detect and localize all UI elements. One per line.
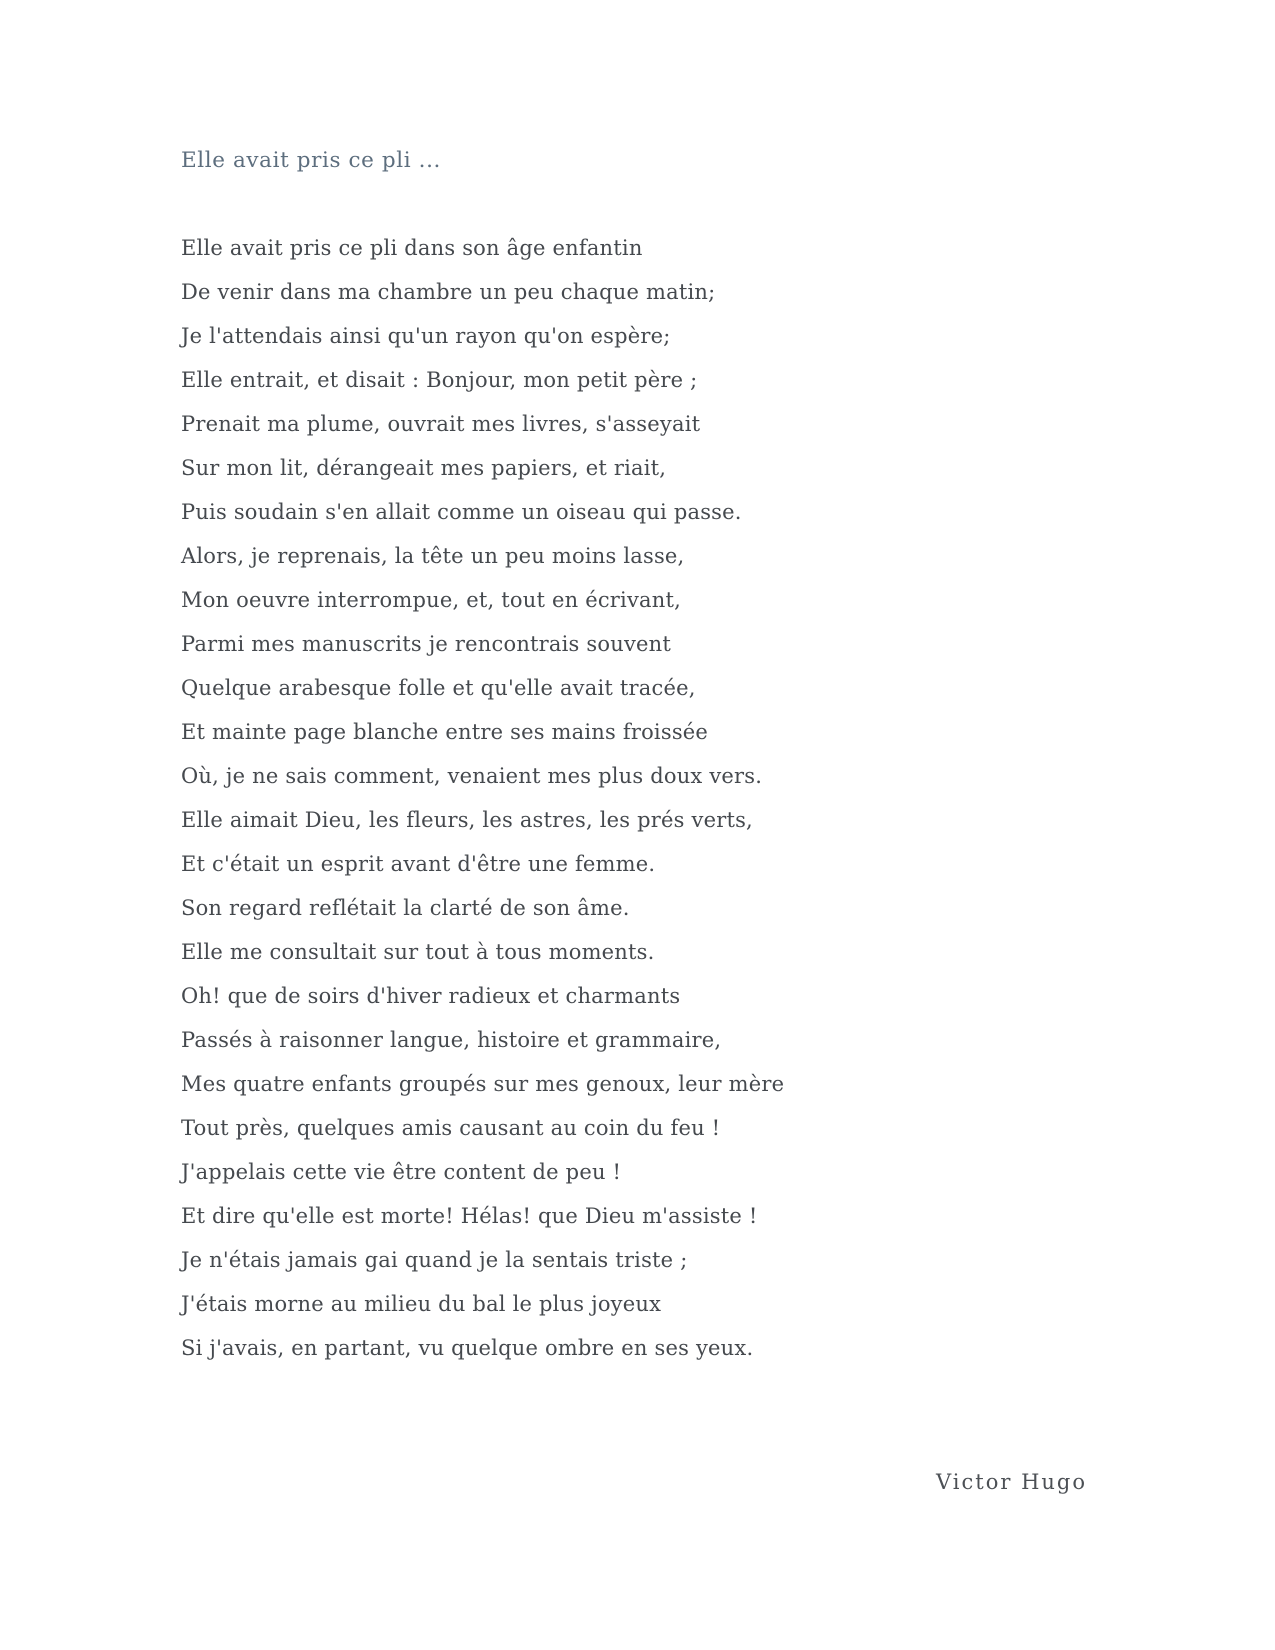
poem-line: De venir dans ma chambre un peu chaque matin; (181, 280, 716, 304)
poem-line: Je l'attendais ainsi qu'un rayon qu'on espère; (181, 324, 671, 348)
poem-line: Quelque arabesque folle et qu'elle avait tracée, (181, 676, 696, 700)
poem-line: Si j'avais, en partant, vu quelque ombre en ses yeux. (181, 1336, 754, 1360)
poem-line: Elle me consultait sur tout à tous moments. (181, 940, 655, 964)
poem-line: Je n'étais jamais gai quand je la sentais triste ; (181, 1248, 688, 1272)
poem-title: Elle avait pris ce pli ... (181, 148, 441, 173)
poem-line: Elle avait pris ce pli dans son âge enfantin (181, 236, 643, 260)
poem-line: Elle entrait, et disait : Bonjour, mon petit père ; (181, 368, 698, 392)
poem-line: Mon oeuvre interrompue, et, tout en écrivant, (181, 588, 681, 612)
poem-line: Et mainte page blanche entre ses mains froissée (181, 720, 709, 744)
poem-line: Mes quatre enfants groupés sur mes genoux, leur mère (181, 1072, 785, 1096)
poem-line: Sur mon lit, dérangeait mes papiers, et riait, (181, 456, 667, 480)
poem-line: J'étais morne au milieu du bal le plus joyeux (181, 1292, 662, 1316)
poem-line: Parmi mes manuscrits je rencontrais souvent (181, 632, 672, 656)
poem-line: Et c'était un esprit avant d'être une femme. (181, 852, 656, 876)
poem-line: Tout près, quelques amis causant au coin du feu ! (181, 1116, 721, 1140)
poem-line: Oh! que de soirs d'hiver radieux et charmants (181, 984, 681, 1008)
poem-body (181, 226, 1087, 1370)
poem-line: J'appelais cette vie être content de peu ! (181, 1160, 622, 1184)
poem-line: Puis soudain s'en allait comme un oiseau qui passe. (181, 500, 742, 524)
poem-line: Elle aimait Dieu, les fleurs, les astres, les prés verts, (181, 808, 753, 832)
poem-line: Passés à raisonner langue, histoire et grammaire, (181, 1028, 722, 1052)
poem-line: Où, je ne sais comment, venaient mes plus doux vers. (181, 764, 763, 788)
poem-line: Et dire qu'elle est morte! Hélas! que Dieu m'assiste ! (181, 1204, 758, 1228)
poem-line: Prenait ma plume, ouvrait mes livres, s'asseyait (181, 412, 701, 436)
poem-line: Alors, je reprenais, la tête un peu moins lasse, (181, 544, 685, 568)
poem-author-signature: Victor Hugo (936, 1470, 1087, 1494)
poem-line: Son regard reflétait la clarté de son âme. (181, 896, 630, 920)
